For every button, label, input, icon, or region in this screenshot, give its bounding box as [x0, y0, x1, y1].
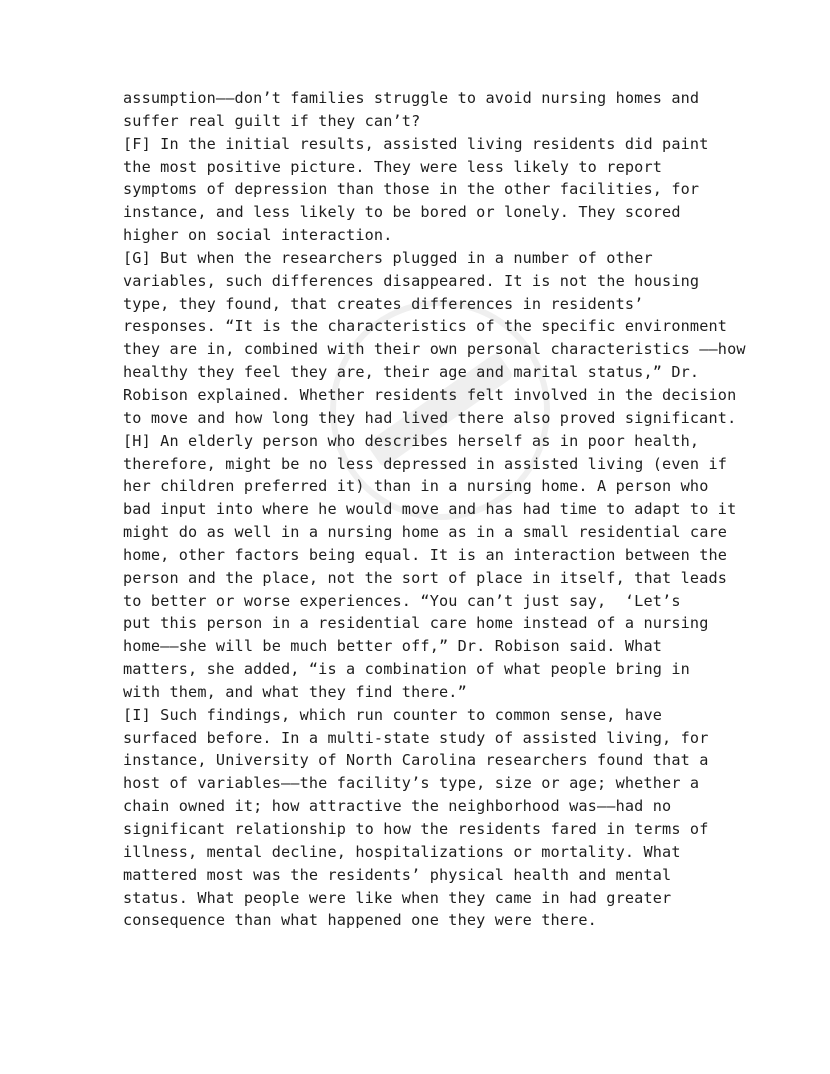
text-line: status. What people were like when they came in had greater: [123, 888, 672, 907]
text-line: put this person in a residential care home instead of a nursing: [123, 614, 709, 633]
text-line: bad input into where he would move and has had time to adapt to it: [123, 500, 737, 519]
text-line: variables, such differences disappeared. It is not the housing: [123, 271, 700, 290]
text-line: home——she will be much better off,” Dr. Robison said. What: [123, 637, 663, 656]
text-line: might do as well in a nursing home as in a small residential care: [123, 523, 728, 542]
text-line: surfaced before. In a multi-state study of assisted living, for: [123, 728, 709, 747]
text-line: healthy they feel they are, their age and marital status,” Dr.: [123, 363, 700, 382]
text-line: they are in, combined with their own personal characteristics ——how: [123, 340, 746, 359]
text-line: therefore, might be no less depressed in assisted living (even if: [123, 454, 728, 473]
text-line: home, other factors being equal. It is an interaction between the: [123, 545, 728, 564]
text-line: chain owned it; how attractive the neighborhood was——had no: [123, 797, 672, 816]
text-line: significant relationship to how the residents fared in terms of: [123, 820, 709, 838]
text-line: responses. “It is the characteristics of the specific environment: [123, 317, 728, 336]
text-line: instance, University of North Carolina researchers found that a: [123, 751, 709, 770]
text-line: type, they found, that creates differences in residents’: [123, 294, 644, 313]
text-line: the most positive picture. They were less likely to report: [123, 157, 663, 176]
paragraph-f-start: [F] In the initial results, assisted living residents did paint: [123, 134, 709, 153]
text-line: symptoms of depression than those in the other facilities, for: [123, 180, 700, 199]
text-line: Robison explained. Whether residents felt involved in the decision: [123, 385, 737, 404]
text-line: to move and how long they had lived there also proved significant.: [123, 408, 737, 427]
text-line: with them, and what they find there.”: [123, 682, 467, 701]
text-line: matters, she added, “is a combination of what people bring in: [123, 660, 690, 679]
text-line: suffer real guilt if they can’t?: [123, 111, 421, 130]
paragraph-g-start: [G] But when the researchers plugged in a number of other: [123, 248, 653, 267]
text-line: mattered most was the residents’ physical health and mental: [123, 865, 672, 884]
paragraph-i-start: [I] Such findings, which run counter to common sense, have: [123, 705, 663, 724]
text-line: higher on social interaction.: [123, 226, 393, 245]
document-body: [123, 87, 746, 932]
text-line: assumption——don’t families struggle to avoid nursing homes and: [123, 89, 700, 107]
text-line: consequence than what happened one they were there.: [123, 911, 597, 930]
text-line: instance, and less likely to be bored or lonely. They scored: [123, 203, 681, 222]
text-line: person and the place, not the sort of place in itself, that leads: [123, 568, 728, 587]
text-line: her children preferred it) than in a nursing home. A person who: [123, 477, 709, 496]
text-line: to better or worse experiences. “You can’t just say, ‘Let’s: [123, 591, 681, 610]
paragraph-h-start: [H] An elderly person who describes herself as in poor health,: [123, 431, 700, 450]
text-line: host of variables——the facility’s type, size or age; whether a: [123, 774, 700, 793]
text-line: illness, mental decline, hospitalizations or mortality. What: [123, 842, 681, 861]
